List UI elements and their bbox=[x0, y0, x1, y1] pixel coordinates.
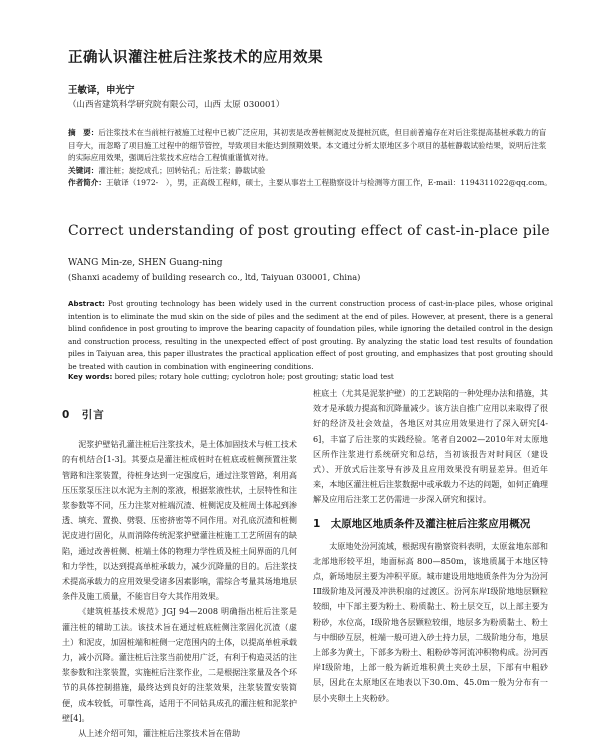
section-0-heading: 0 引言 bbox=[62, 409, 105, 421]
section-0-continued: 桩底土（尤其是泥浆护壁）的工艺缺陷的一种处理办法和措施，其效才是承载力提高和沉降量减少。该方法自推广应用以来取得了很好的经济及社会效益，各地区对其应用效果进行了深入研究[4-6]，丰富了后注浆的实践经验。笔者自2002—2010年对太原地区所作注浆进行系统研究和总结，当初该报告对时间区（建设式）、开放式后注浆导有涉及且应用效果没有明显差异。但近年来，本地区灌注桩后注浆数据中或承载力不达的问题，如何正确理解及应用后注浆工艺仍需进一步深入研究和探讨。 bbox=[313, 388, 548, 505]
abstract-zh-text: 后注浆技术在当前桩行被施工过程中已被广泛应用，其初衷是改善桩侧泥皮及提桩沉底，但目前普遍存在对后注浆提高基桩承载力的盲目夸大，而忽略了项目施工过程中的细节管控，导致项目未能达到预期效果。本文通过分析太原地区多个项目的基桩静载试验结果，说明后注浆的实际应用效果，强调后注浆技术应结合工程慎重谨慎对待。 bbox=[68, 128, 547, 163]
paper-title-zh: 正确认识灌注桩后注浆技术的应用效果 bbox=[68, 50, 323, 66]
abstract-block-zh bbox=[68, 127, 553, 190]
affiliation-zh: （山西省建筑科学研究院有限公司，山西 太原 030001） bbox=[68, 100, 285, 110]
right-column bbox=[313, 386, 548, 706]
authors-en: WANG Min-ze, SHEN Guang-ning bbox=[68, 258, 223, 268]
author-note-zh-label: 作者简介： bbox=[68, 178, 106, 188]
keywords-zh-text: 灌注桩；旋挖成孔；回转钻孔；后注浆；静载试验 bbox=[98, 165, 266, 175]
abstract-zh bbox=[68, 127, 553, 165]
keywords-en-text: bored piles; rotary hole cutting; cyclotron hole; post grouting; static load test bbox=[112, 372, 394, 381]
keywords-en bbox=[68, 372, 553, 381]
section-0-paragraph-2: 《建筑桩基技术规范》JGJ 94—2008 明确指出桩后注浆是灌注桩的辅助工法。该技术旨在通过桩底桩侧注浆固化沉渣（虚土）和泥皮，加固桩端和桩侧一定范围内的土体，以提高单桩承载力，减小沉降。灌注桩后注浆当前使用广泛，有利于构造灵活的注浆参数和注浆装置，实施桩后注浆作业，二是根据注浆量及各个环节的具体控制措施，最终达到良好的注浆效果，注浆装置安装简便，成本较低，可靠性高，适用于不同钻具成孔的灌注桩和泥浆护壁[4]。 bbox=[62, 606, 297, 723]
paper-title-en: Correct understanding of post grouting effect of cast-in-place pile bbox=[68, 223, 550, 239]
section-1-heading: 1 太原地区地质条件及灌注桩后注浆应用概况 bbox=[313, 517, 531, 530]
section-1-paragraph-1: 太原地处汾河流域，根据现有勘察资料表明，太原盆地东部和北部地形较平坦，地面标高 800—850m，该地质属于本地区特点，新场地层主要为冲积平原。城市建设用地地质条件为分为汾河ⅠⅡ级阶地及河漫及冲洪积扇的过渡区。汾河东岸Ⅰ级阶地地层颗粒较细，中下部主要为粉土、粉质黏土、粉土层交互，以上部主要为粉砂，水位高，Ⅰ级阶地各层颗粒较细，地层多为粉质黏土、粉土与中细砂互层，桩端一般可进入砂土持力层，二级阶地分布，地层上部多为黄土，下部多为粉土、粗粉砂等河流冲积物构成。汾河西岸Ⅰ级阶地，上部一般为新近堆积黄土夹砂土层，下部有中粗砂层，因此在太原地区在地表以下30.0m、45.0m一般为分布有一层小夹卵土上夹粉砂。 bbox=[313, 540, 548, 703]
affiliation-en: (Shanxi academy of building research co., ltd, Taiyuan 030001, China) bbox=[68, 272, 361, 282]
author-note-zh-text: 王敏译（1972- ），男，正高级工程师，硕士，主要从事岩土工程勘察设计与检测等方面工作，E-mail：1194311022@qq.com。 bbox=[105, 178, 552, 188]
abstract-zh-label: 摘 要： bbox=[68, 128, 99, 137]
abstract-en bbox=[68, 298, 553, 374]
left-column bbox=[62, 386, 297, 741]
section-0-paragraph-1: 泥浆护壁钻孔灌注桩后注浆技术，是土体加固技术与桩工技术的有机结合[1-3]。其要点是灌注桩成桩时在桩底或桩侧预置注浆管路和注浆装置，待桩身达到一定强度后，通过注浆管路，利用高压压浆泵压注以水泥为主剂的浆液，根据浆液性状，土层特性和注浆参数等不同，压力注浆对桩端沉渣、桩侧泥皮及桩周土体起到渗透、填充、置换、劈裂、压密挤密等不同作用。对孔底沉渣和桩侧泥皮进行固化，从而消除传统泥浆护壁灌注桩施工工艺所固有的缺陷，通过改善桩侧、桩端土体的物理力学性质及桩土间界面的几何和力学性，以达到提高单桩承载力，减少沉降量的目的。后注浆技术提高承载力的应用效果受诸多因素影响，需综合考量其场地地层条件及施工质量，不能盲目夸大其作用效果。 bbox=[62, 439, 297, 602]
abstract-en-text: Post grouting technology has been widely used in the current construction process of cast-in-place piles, whose original intention is to eliminate the mud skin on the side of piles and the sediment at the end of piles. However, at present, there is a general blind confidence in post grouting to improve the bearing capacity of foundation piles, while ignoring the detailed control in the design and construction process, resulting in the unexpected effect of post grouting. By analyzing the static load test results of foundation piles in Taiyuan area, this paper illustrates the practical application effect of post grouting, and emphasizes that post grouting should be treated with caution in combination with engineering conditions. bbox=[68, 299, 553, 371]
keywords-zh-label: 关键词： bbox=[68, 165, 99, 175]
keywords-en-label: Key words: bbox=[68, 372, 113, 381]
abstract-en-label: Abstract: bbox=[68, 299, 105, 308]
section-0-paragraph-3: 从上述介绍可知，灌注桩后注浆技术旨在借助 bbox=[78, 728, 241, 739]
authors-zh: 王敏译，申光宁 bbox=[68, 85, 135, 96]
author-note-zh bbox=[68, 177, 553, 190]
keywords-zh bbox=[68, 165, 553, 178]
